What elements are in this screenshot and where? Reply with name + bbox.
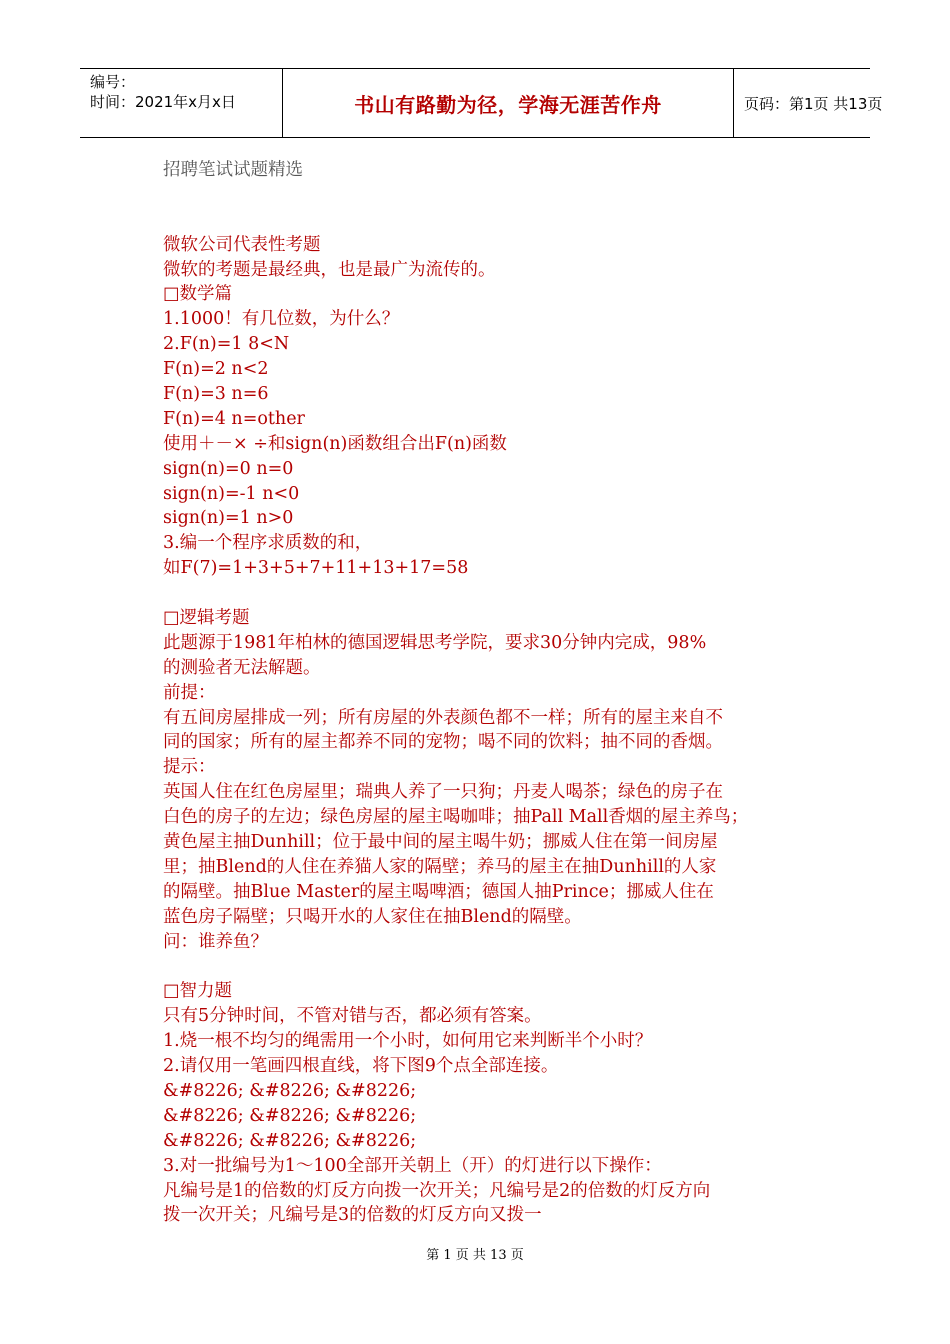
text-line: □逻辑考题	[163, 608, 250, 629]
text-line: 3.编一个程序求质数的和，	[163, 533, 373, 554]
text-line: 2.F(n)=1 8<N	[163, 334, 290, 355]
text-line: &#8226; &#8226; &#8226;	[163, 1130, 417, 1151]
text-line: □数学篇	[163, 284, 233, 305]
text-line: 3.对一批编号为1～100全部开关朝上（开）的灯进行以下操作：	[163, 1155, 662, 1176]
text-line: 问：谁养鱼？	[163, 931, 268, 952]
text-line: 1.烧一根不均匀的绳需用一个小时，如何用它来判断半个小时？	[163, 1031, 653, 1052]
header-motto-cell	[282, 69, 734, 137]
text-line: 只有5分钟时间，不管对错与否，都必须有答案。	[163, 1006, 542, 1027]
text-line: sign(n)=-1 n<0	[163, 483, 300, 504]
text-line: sign(n)=0 n=0	[163, 458, 294, 479]
document-header	[80, 68, 883, 138]
header-page-cell	[734, 69, 883, 137]
text-line: 拨一次开关；凡编号是3的倍数的灯反方向又拨一	[163, 1205, 542, 1226]
text-line: 同的国家；所有的屋主都养不同的宠物；喝不同的饮料；抽不同的香烟。	[163, 732, 723, 753]
text-line: 的测验者无法解题。	[163, 657, 321, 678]
text-line: 里；抽Blend的人住在养猫人家的隔壁；养马的屋主在抽Dunhill的人家	[163, 856, 717, 877]
text-line	[163, 208, 803, 233]
text-line: 微软的考题是最经典，也是最广为流传的。	[163, 259, 496, 280]
text-line: &#8226; &#8226; &#8226;	[163, 1105, 417, 1126]
text-line: 英国人住在红色房屋里；瑞典人养了一只狗；丹麦人喝茶；绿色的房子在	[163, 782, 723, 803]
page-label: 页码：第1页 共13页	[744, 94, 883, 113]
text-line	[163, 183, 803, 208]
text-line	[163, 955, 803, 980]
text-line: 微软公司代表性考题	[163, 234, 321, 255]
text-line: 使用＋－× ÷和sign(n)函数组合出F(n)函数	[163, 433, 507, 454]
document-body	[163, 158, 803, 1228]
text-line: 2.请仅用一笔画四根直线，将下图9个点全部连接。	[163, 1056, 559, 1077]
text-line: F(n)=4 n=other	[163, 408, 305, 429]
text-line: 的隔壁。抽Blue Master的屋主喝啤酒；德国人抽Prince；挪威人住在	[163, 881, 714, 902]
text-line: 凡编号是1的倍数的灯反方向拨一次开关；凡编号是2的倍数的灯反方向	[163, 1180, 711, 1201]
text-line: 有五间房屋排成一列；所有房屋的外表颜色都不一样；所有的屋主来自不	[163, 707, 723, 728]
document-title: 招聘笔试试题精选	[163, 160, 303, 180]
header-meta	[80, 69, 282, 137]
text-line: 蓝色房子隔壁；只喝开水的人家住在抽Blend的隔壁。	[163, 906, 582, 927]
motto: 书山有路勤为径，学海无涯苦作舟	[354, 92, 662, 117]
time-label: 时间：2021年x月x日	[90, 93, 236, 111]
text-line: 如F(7)=1+3+5+7+11+13+17=58	[163, 558, 469, 579]
text-line: 白色的房子的左边；绿色房屋的屋主喝咖啡；抽Pall Mall香烟的屋主养鸟；	[163, 807, 749, 828]
text-line: F(n)=3 n=6	[163, 384, 269, 405]
page-footer: 第 1 页 共 13 页	[426, 1248, 524, 1263]
text-line: 提示：	[163, 757, 216, 778]
text-line: 前提：	[163, 682, 216, 703]
text-line: □智力题	[163, 981, 233, 1002]
text-line: &#8226; &#8226; &#8226;	[163, 1080, 417, 1101]
text-line: F(n)=2 n<2	[163, 359, 269, 380]
text-line: 1.1000！有几位数，为什么？	[163, 309, 400, 330]
text-line: 此题源于1981年柏林的德国逻辑思考学院，要求30分钟内完成，98%	[163, 632, 707, 653]
number-label: 编号：	[90, 73, 136, 91]
text-line	[163, 581, 803, 606]
text-line: sign(n)=1 n>0	[163, 508, 294, 529]
text-line: 黄色屋主抽Dunhill；位于最中间的屋主喝牛奶；挪威人住在第一间房屋	[163, 832, 718, 853]
